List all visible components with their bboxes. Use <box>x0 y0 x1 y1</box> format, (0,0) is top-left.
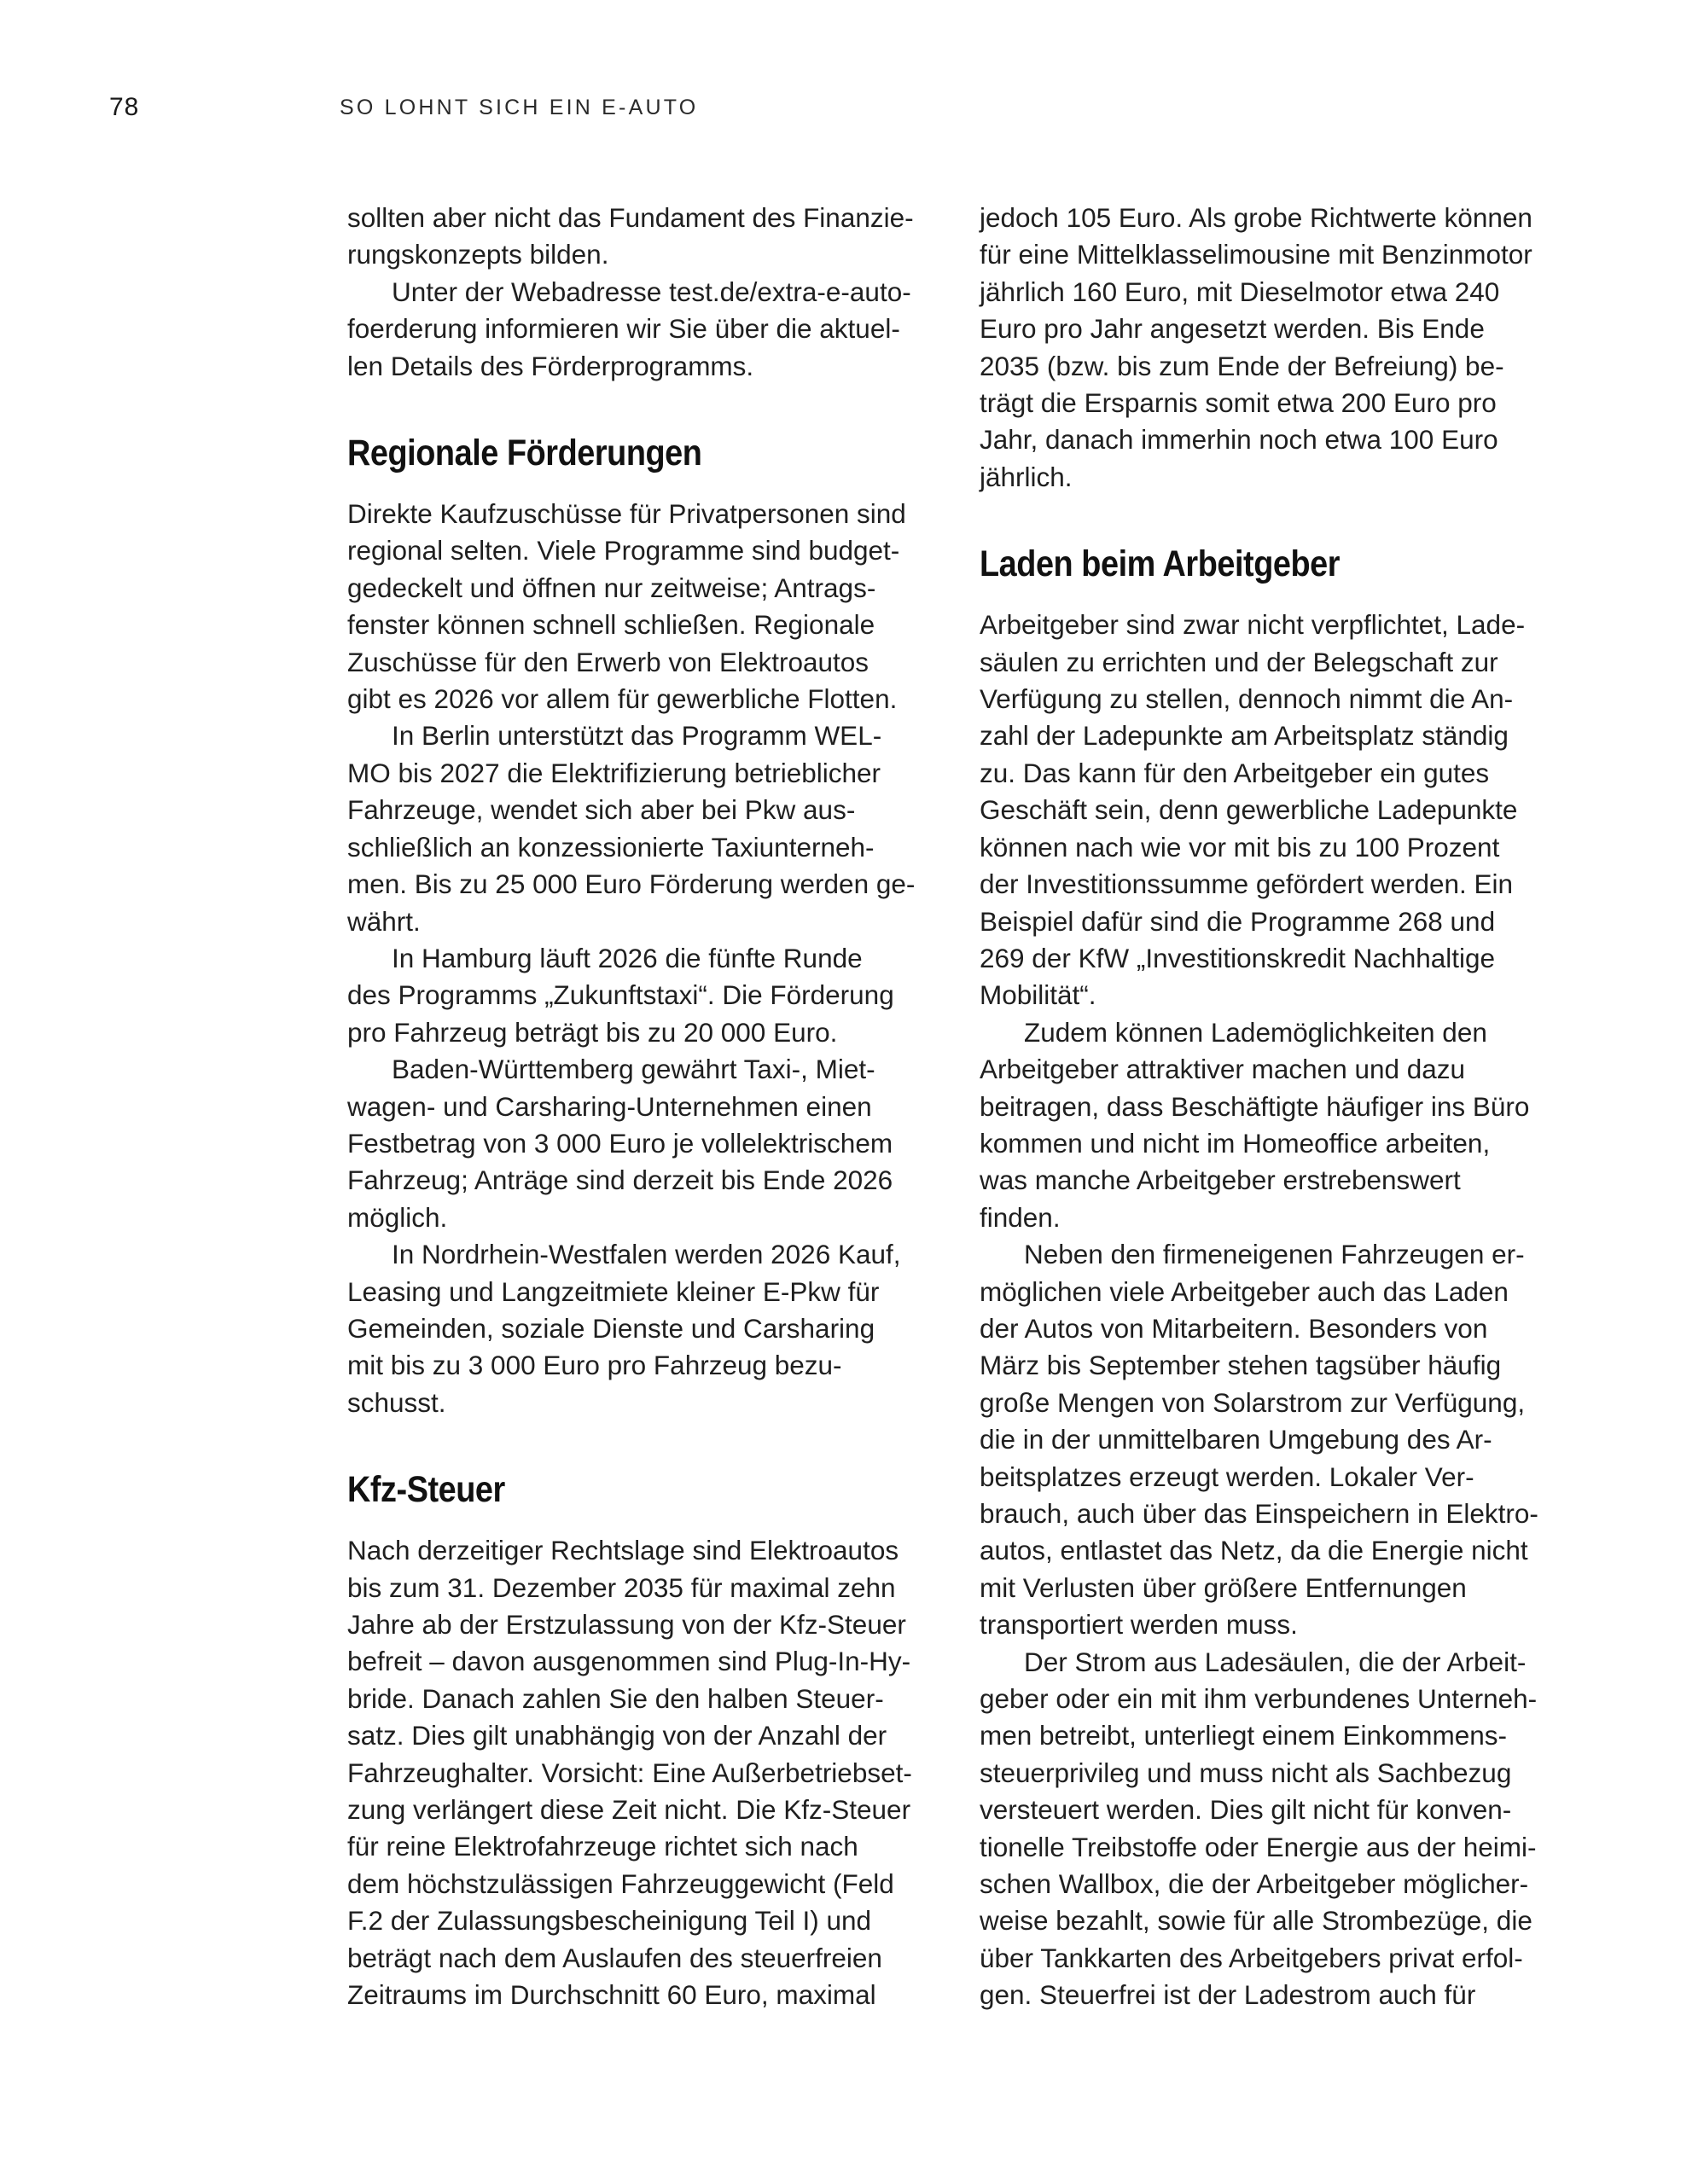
text-line: men. Bis zu 25 000 Euro Förderung werden ge- <box>347 868 916 900</box>
text-line: große Mengen von Solarstrom zur Verfügung, <box>980 1386 1526 1418</box>
text-line: autos, entlastet das Netz, da die Energie nicht <box>980 1535 1528 1566</box>
text-line: für reine Elektrofahrzeuge richtet sich nach <box>347 1831 858 1862</box>
page-header <box>109 90 698 125</box>
text-line: Direkte Kaufzuschüsse für Privatpersonen sind <box>347 498 906 530</box>
text-line: finden. <box>980 1201 1061 1233</box>
text-line: Beispiel dafür sind die Programme 268 und <box>980 905 1496 937</box>
page-number: 78 <box>109 93 140 121</box>
text-line: 269 der KfW „Investitionskredit Nachhaltige <box>980 942 1496 973</box>
section-heading-regional: Regionale Förderungen <box>347 433 702 474</box>
text-line: Verfügung zu stellen, dennoch nimmt die An- <box>980 683 1514 715</box>
text-line: brauch, auch über das Einspeichern in Elektro- <box>980 1498 1538 1529</box>
text-line: In Nordrhein-Westfalen werden 2026 Kauf, <box>392 1239 901 1270</box>
text-line: Mobilität“. <box>980 979 1096 1011</box>
spacer <box>347 477 979 496</box>
text-line: Jahre ab der Erstzulassung von der Kfz-Steuer <box>347 1609 906 1640</box>
section-heading-kfz: Kfz-Steuer <box>347 1469 505 1511</box>
text-line: Jahr, danach immerhin noch etwa 100 Euro <box>980 424 1498 456</box>
text-line: jährlich 160 Euro, mit Dieselmotor etwa 240 <box>980 276 1500 307</box>
text-line: F.2 der Zulassungsbescheinigung Teil I) und <box>347 1905 872 1937</box>
text-line: Nach derzeitiger Rechtslage sind Elektroautos <box>347 1535 899 1566</box>
text-line: zung verlängert diese Zeit nicht. Die Kfz-Steuer <box>347 1794 911 1826</box>
text-line: der Autos von Mitarbeitern. Besonders von <box>980 1312 1488 1344</box>
text-line: In Hamburg läuft 2026 die fünfte Runde <box>392 942 863 973</box>
text-line: gen. Steuerfrei ist der Ladestrom auch für <box>980 1979 1476 2011</box>
spacer <box>980 588 1611 607</box>
text-line: In Berlin unterstützt das Programm WEL- <box>392 720 882 752</box>
text-line: dem höchstzulässigen Fahrzeuggewicht (Feld <box>347 1867 894 1899</box>
text-line: über Tankkarten des Arbeitgebers privat erfol- <box>980 1942 1523 1973</box>
text-line: bride. Danach zahlen Sie den halben Steuer- <box>347 1682 884 1714</box>
text-line: Arbeitgeber attraktiver machen und dazu <box>980 1054 1466 1085</box>
text-line: tionelle Treibstoffe oder Energie aus der heimi- <box>980 1831 1537 1862</box>
text-line: März bis September stehen tagsüber häufig <box>980 1350 1502 1381</box>
text-line: Gemeinden, soziale Dienste und Carsharing <box>347 1312 875 1344</box>
left-column <box>347 200 979 2013</box>
spacer <box>980 496 1611 540</box>
text-line: möglich. <box>347 1201 448 1233</box>
text-line: weise bezahlt, sowie für alle Strombezüge, die <box>980 1905 1532 1937</box>
text-line: Fahrzeuge, wendet sich aber bei Pkw aus- <box>347 794 856 826</box>
text-line: sollten aber nicht das Fundament des Finanzie- <box>347 202 914 233</box>
text-line: Geschäft sein, denn gewerbliche Ladepunkte <box>980 794 1518 826</box>
text-line: geber oder ein mit ihm verbundenes Unterneh- <box>980 1683 1538 1715</box>
text-line: währt. <box>347 905 421 937</box>
text-line: zahl der Ladepunkte am Arbeitsplatz ständig <box>980 720 1509 752</box>
text-line: Der Strom aus Ladesäulen, die der Arbeit- <box>1024 1646 1527 1677</box>
text-line: men betreibt, unterliegt einem Einkommens- <box>980 1720 1508 1751</box>
text-line: jährlich. <box>980 461 1073 492</box>
text-line: Zudem können Lademöglichkeiten den <box>1024 1016 1487 1048</box>
text-line: säulen zu errichten und der Belegschaft zur <box>980 646 1498 677</box>
section-heading-arbeitgeber: Laden beim Arbeitgeber <box>980 543 1341 585</box>
text-line: MO bis 2027 die Elektrifizierung betrieblicher <box>347 757 881 788</box>
spacer <box>347 385 979 429</box>
running-title: SO LOHNT SICH EIN E-AUTO <box>340 95 699 119</box>
text-line: Leasing und Langzeitmiete kleiner E-Pkw für <box>347 1275 880 1307</box>
text-line: trägt die Ersparnis somit etwa 200 Euro pro <box>980 387 1497 419</box>
text-line: beitsplatzes erzeugt werden. Lokaler Ver- <box>980 1461 1474 1492</box>
text-line: der Investitionssumme gefördert werden. Ein <box>980 868 1514 900</box>
text-line: transportiert werden muss. <box>980 1609 1298 1641</box>
text-line: die in der unmittelbaren Umgebung des Ar- <box>980 1424 1492 1455</box>
text-line: Fahrzeughalter. Vorsicht: Eine Außerbetriebset- <box>347 1757 912 1788</box>
text-line: steuerprivileg und muss nicht als Sachbezug <box>980 1757 1512 1788</box>
text-line: foerderung informieren wir Sie über die aktuel- <box>347 313 900 345</box>
text-line: wagen- und Carsharing-Unternehmen einen <box>347 1090 872 1122</box>
text-line: beitragen, dass Beschäftigte häufiger ins Büro <box>980 1090 1530 1122</box>
text-line: Unter der Webadresse test.de/extra-e-auto- <box>392 276 911 307</box>
text-line: des Programms „Zukunftstaxi“. Die Förderung <box>347 979 894 1011</box>
text-line: versteuert werden. Dies gilt nicht für konven- <box>980 1794 1512 1826</box>
text-line: schusst. <box>347 1386 446 1418</box>
spacer <box>347 1513 979 1532</box>
text-line: regional selten. Viele Programme sind budget- <box>347 535 900 566</box>
text-line: Baden-Württemberg gewährt Taxi-, Miet- <box>392 1054 875 1085</box>
text-line: jedoch 105 Euro. Als grobe Richtwerte können <box>980 202 1532 233</box>
text-line: gedeckelt und öffnen nur zeitweise; Antrags- <box>347 572 876 603</box>
text-line: gibt es 2026 vor allem für gewerbliche Flotten. <box>347 683 898 715</box>
text-line: bis zum 31. Dezember 2035 für maximal zehn <box>347 1571 896 1603</box>
text-line: 2035 (bzw. bis zum Ende der Befreiung) be- <box>980 350 1504 381</box>
text-line: mit Verlusten über größere Entfernungen <box>980 1571 1467 1603</box>
text-line: beträgt nach dem Auslaufen des steuerfreien <box>347 1942 882 1973</box>
text-line: satz. Dies gilt unabhängig von der Anzahl der <box>347 1720 887 1751</box>
text-line: für eine Mittelklasselimousine mit Benzinmotor <box>980 239 1532 270</box>
text-line: Neben den firmeneigenen Fahrzeugen er- <box>1024 1239 1525 1270</box>
text-line: Euro pro Jahr angesetzt werden. Bis Ende <box>980 313 1485 345</box>
text-line: Arbeitgeber sind zwar nicht verpflichtet, Lade- <box>980 609 1526 641</box>
text-line: möglichen viele Arbeitgeber auch das Laden <box>980 1275 1509 1307</box>
text-line: schen Wallbox, die der Arbeitgeber möglicher- <box>980 1868 1529 1900</box>
text-line: befreit – davon ausgenommen sind Plug-In-Hy- <box>347 1646 911 1677</box>
spacer <box>347 1421 979 1466</box>
text-line: pro Fahrzeug beträgt bis zu 20 000 Euro. <box>347 1016 838 1048</box>
text-line: kommen und nicht im Homeoffice arbeiten, <box>980 1127 1491 1159</box>
text-line: Zeitraums im Durchschnitt 60 Euro, maximal <box>347 1979 876 2011</box>
text-line: fenster können schnell schließen. Regionale <box>347 609 875 641</box>
text-line: Zuschüsse für den Erwerb von Elektroautos <box>347 646 869 677</box>
text-line: Festbetrag von 3 000 Euro je vollelektrischem <box>347 1127 893 1159</box>
text-line: zu. Das kann für den Arbeitgeber ein gutes <box>980 757 1490 788</box>
right-column <box>980 200 1611 2014</box>
text-line: was manche Arbeitgeber erstrebenswert <box>980 1165 1461 1196</box>
text-line: rungskonzepts bilden. <box>347 239 609 270</box>
text-line: können nach wie vor mit bis zu 100 Prozent <box>980 831 1500 863</box>
text-line: mit bis zu 3 000 Euro pro Fahrzeug bezu- <box>347 1350 842 1381</box>
text-line: len Details des Förderprogramms. <box>347 350 754 381</box>
text-line: schließlich an konzessionierte Taxiunterneh- <box>347 831 875 863</box>
text-line: Fahrzeug; Anträge sind derzeit bis Ende 2026 <box>347 1165 893 1196</box>
